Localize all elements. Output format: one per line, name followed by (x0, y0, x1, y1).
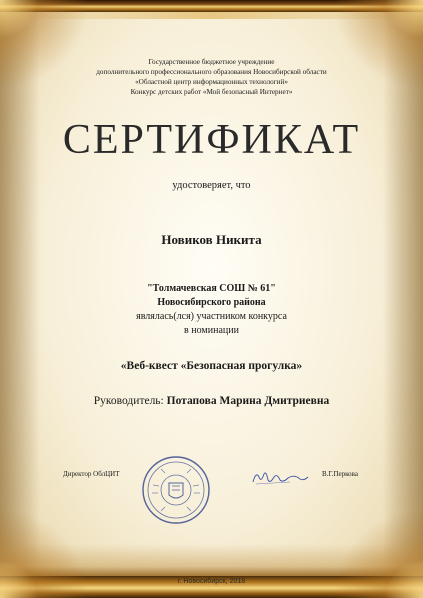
school-line-1: "Толмачевская СОШ № 61" (147, 283, 276, 294)
school-line-2: Новосибирского района (157, 297, 266, 308)
supervisor-line (0, 395, 423, 407)
supervisor-label: Руководитель: (93, 395, 164, 407)
nomination-intro: в номинации (184, 325, 239, 336)
participation-text: являлась(лся) участником конкурса (136, 311, 287, 322)
certifies-text: удостоверяет, что (172, 180, 251, 191)
header-line-1: Государственное бюджетное учреждение (148, 58, 275, 66)
header-line-2: дополнительного профессионального образования Новосибирской области (96, 68, 327, 76)
signature-icon (250, 468, 310, 488)
certificate-title: СЕРТИФИКАТ (62, 117, 361, 163)
header-line-3: «Областной центр информационных технологий» (135, 78, 288, 86)
city-year: г. Новосибирск, 2018 (177, 578, 246, 585)
official-seal-icon (141, 455, 211, 525)
header-line-4: Конкурс детских работ «Мой безопасный Интернет» (130, 88, 293, 96)
participant-name: Новиков Никита (161, 232, 262, 247)
director-name: В.Г.Перкова (322, 470, 358, 478)
supervisor-name: Потапова Марина Дмитриевна (166, 395, 330, 407)
nomination-title: «Веб-квест «Безопасная прогулка» (120, 360, 303, 372)
director-label: Директор ОблЦИТ (63, 470, 120, 478)
